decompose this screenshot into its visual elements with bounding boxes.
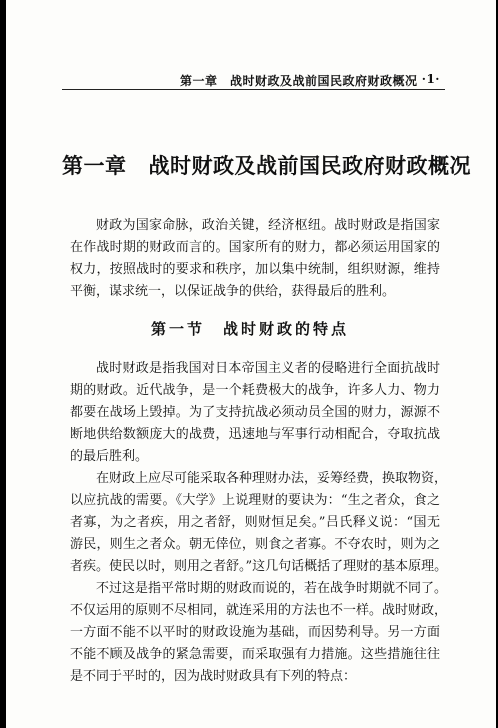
text-line: 不仅运用的原则不尽相同，就连采用的方法也不一样。战时财政， (70, 603, 448, 618)
text-line: 的最后胜利。 (70, 449, 149, 464)
text-line: 在作战时期的财政而言的。国家所有的财力，都必须运用国家的 (70, 240, 440, 255)
text-line: 断地供给数额庞大的战费，迅速地与军事行动相配合，夺取抗战 (70, 427, 440, 442)
book-page (6, 0, 496, 728)
text-line: 在财政上应尽可能采取各种理财办法，妥筹经费，换取物资， (96, 471, 448, 486)
section-label: 第一节 (151, 320, 206, 338)
text-line: 平衡，谋求统一，以保证战争的供给，获得最后的胜利。 (70, 284, 396, 299)
text-line: 不过这是指平常时期的财政而说的，若在战争时期就不同了。 (96, 581, 448, 596)
text-line: 一方面不能不以平时的财政设施为基础，而因势利导。另一方面 (70, 625, 440, 640)
section-title (151, 318, 349, 339)
running-header-title: 第一章 战时财政及战前国民政府财政概况 (180, 74, 418, 88)
text-line: 期的财政。近代战争，是一个耗费极大的战争，许多人力、物力 (70, 383, 440, 398)
text-line: 是不同于平时的，因为战时财政具有下列的特点： (70, 669, 357, 684)
text-line: 者寡，为之者疾，用之者舒，则财恒足矣。”吕氏释义说：“国无 (70, 515, 440, 530)
page-number: ·1· (421, 72, 440, 86)
text-line: 者疾。使民以时，则用之者舒。”这几句话概括了理财的基本原理。 (70, 559, 448, 574)
text-line: 战时财政是指我国对日本帝国主义者的侵略进行全面抗战时 (96, 361, 440, 376)
text-line: 都要在战场上毁掉。为了支持抗战必须动员全国的财力，源源不 (70, 405, 440, 420)
text-line: 财政为国家命脉，政治关键，经济枢纽。战时财政是指国家 (96, 218, 440, 233)
header-rule (62, 89, 445, 90)
chapter-title (62, 150, 471, 180)
text-line: 不能不顾及战争的紧急需要，而采取强有力措施。这些措施往往 (70, 647, 440, 662)
chapter-label: 第一章 (62, 153, 127, 178)
section-name: 战时财政的特点 (223, 320, 350, 338)
chapter-name: 战时财政及战前国民政府财政概况 (148, 153, 471, 178)
text-line: 游民，则生之者众。朝无倖位，则食之者寡。不夺农时，则为之 (70, 537, 440, 552)
text-line: 权力，按照战时的要求和秩序，加以集中统制，组织财源，维持 (70, 262, 440, 277)
text-line: 以应抗战的需要。《大学》上说理财的要诀为：“生之者众，食之 (70, 493, 440, 508)
